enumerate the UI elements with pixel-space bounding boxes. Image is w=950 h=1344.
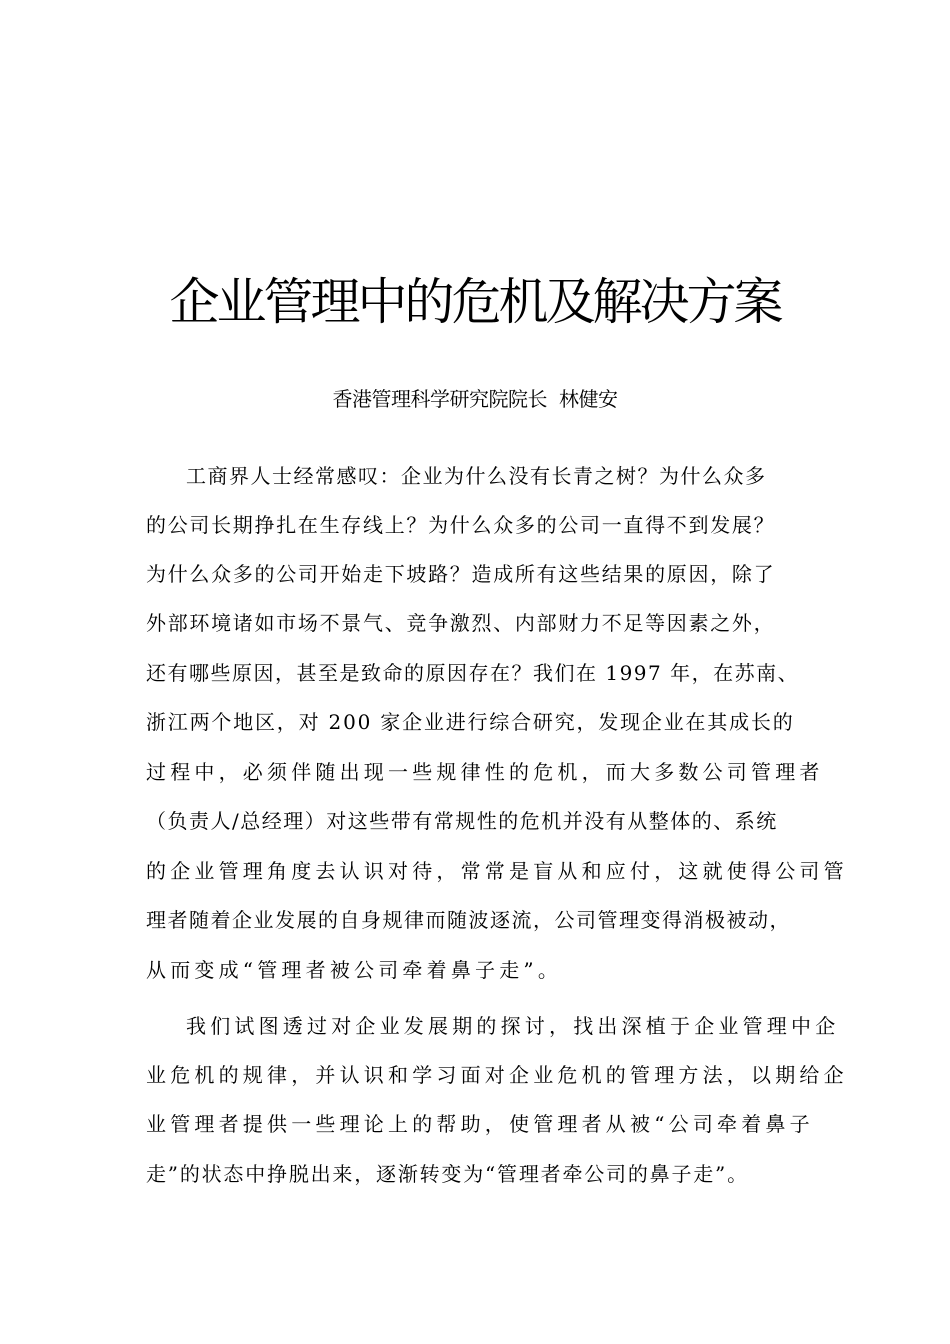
paragraph-1-line: 工商界人士经常感叹：企业为什么没有长青之树？为什么众多: [186, 464, 767, 488]
paragraph-1-line: 从而变成“管理者被公司牵着鼻子走”。: [146, 958, 563, 982]
paragraph-1-line: （负责人/总经理）对这些带有常规性的危机并没有从整体的、系统: [146, 809, 778, 833]
paragraph-1-line: 过程中，必须伴随出现一些规律性的危机，而大多数公司管理者: [146, 760, 824, 784]
paragraph-2-line: 走”的状态中挣脱出来，逐渐转变为“管理者牵公司的鼻子走”。: [146, 1162, 749, 1186]
author-name: 林健安: [559, 387, 618, 411]
paragraph-1-line: 外部环境诸如市场不景气、竞争激烈、内部财力不足等因素之外，: [146, 611, 776, 635]
author-affiliation: 香港管理科学研究院院长: [332, 387, 547, 411]
paragraph-1-line: 浙江两个地区，对 200 家企业进行综合研究，发现企业在其成长的: [146, 710, 795, 734]
document-title: 企业管理中的危机及解决方案: [169, 273, 781, 331]
paragraph-2-line: 我们试图透过对企业发展期的探讨，找出深植于企业管理中企: [186, 1014, 840, 1038]
paragraph-1-line: 的公司长期挣扎在生存线上？为什么众多的公司一直得不到发展？: [146, 513, 776, 537]
paragraph-1-line: 还有哪些原因，甚至是致命的原因存在？我们在 1997 年，在苏南、: [146, 661, 800, 685]
paragraph-2-line: 业管理者提供一些理论上的帮助，使管理者从被“公司牵着鼻子: [146, 1112, 814, 1136]
paragraph-1-line: 理者随着企业发展的自身规律而随波逐流，公司管理变得消极被动，: [146, 908, 791, 932]
author-byline: [0, 384, 950, 414]
paragraph-1-line: 的企业管理角度去认识对待，常常是盲从和应付，这就使得公司管: [146, 859, 848, 883]
paragraph-2-line: 业危机的规律，并认识和学习面对企业危机的管理方法，以期给企: [146, 1063, 848, 1087]
paragraph-1-line: 为什么众多的公司开始走下坡路？造成所有这些结果的原因，除了: [146, 562, 776, 586]
